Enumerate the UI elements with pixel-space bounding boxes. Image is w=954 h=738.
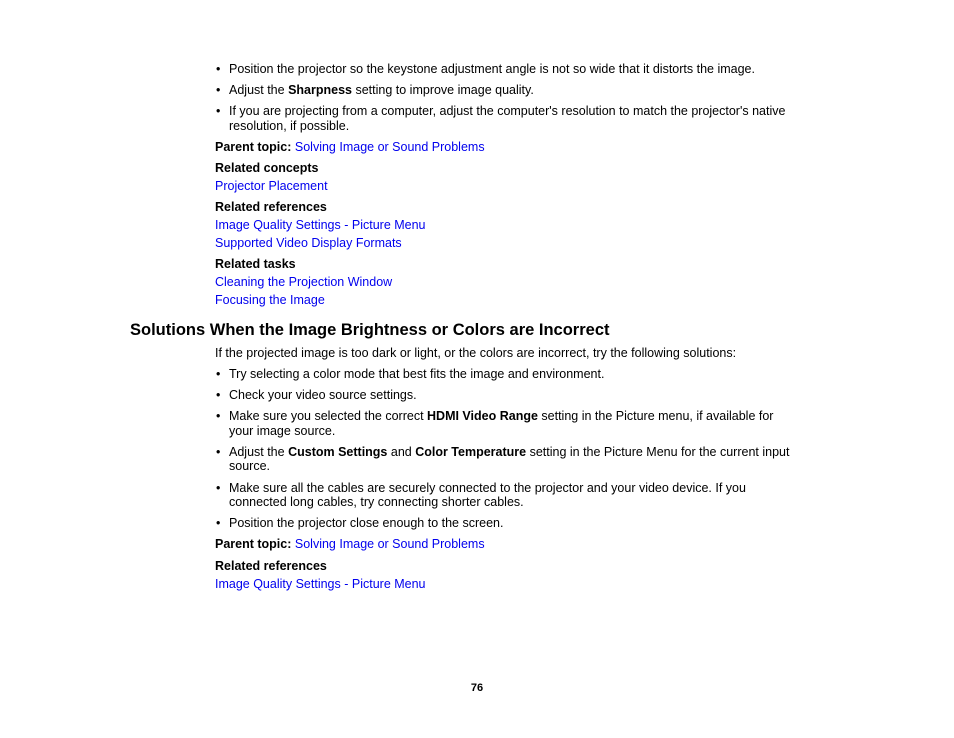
bullet-marker: • — [216, 388, 221, 402]
bold-term: Color Temperature — [415, 445, 527, 459]
bullet-text — [229, 445, 789, 460]
bullet-text-continued: source. — [229, 459, 270, 473]
parent-topic-link[interactable]: Solving Image or Sound Problems — [294, 140, 485, 154]
bold-term: Sharpness — [288, 83, 352, 97]
text-run: setting to improve image quality. — [352, 83, 534, 97]
text-run: Make sure all the cables are securely connected to the projector and your video device. If you — [229, 481, 746, 495]
related-task-link[interactable]: Cleaning the Projection Window — [215, 275, 393, 289]
text-run: Make sure you selected the correct — [229, 409, 428, 423]
bullet-text — [229, 367, 604, 382]
text-run: If you are projecting from a computer, adjust the computer's resolution to match the projector's native — [229, 104, 786, 118]
related-reference-link[interactable]: Image Quality Settings - Picture Menu — [215, 577, 426, 591]
bullet-text — [229, 388, 417, 403]
parent-topic-label: Parent topic: — [215, 537, 292, 551]
page-number: 76 — [470, 682, 484, 694]
bullet-text-continued: resolution, if possible. — [229, 119, 350, 133]
related-concept-link[interactable]: Projector Placement — [215, 179, 328, 193]
section-heading: Solutions When the Image Brightness or Colors are Incorrect — [130, 321, 610, 339]
text-run: Position the projector close enough to the screen. — [229, 516, 504, 530]
bullet-text — [229, 62, 755, 77]
bullet-marker: • — [216, 83, 221, 97]
related-reference-link[interactable]: Supported Video Display Formats — [215, 236, 402, 250]
text-run: setting in the Picture Menu for the current input — [526, 445, 790, 459]
bullet-marker: • — [216, 367, 221, 381]
related-references-heading: Related references — [215, 559, 327, 573]
bullet-marker: • — [216, 409, 221, 423]
text-run: Check your video source settings. — [229, 388, 417, 402]
text-run: Adjust the — [229, 445, 289, 459]
bold-term: Custom Settings — [288, 445, 388, 459]
related-concepts-heading: Related concepts — [215, 161, 319, 175]
bullet-text — [229, 104, 785, 119]
bullet-marker: • — [216, 516, 221, 530]
related-references-heading: Related references — [215, 200, 327, 214]
text-run: and — [387, 445, 416, 459]
related-tasks-heading: Related tasks — [215, 257, 296, 271]
text-run: setting in the Picture menu, if available for — [537, 409, 774, 423]
parent-topic-link[interactable]: Solving Image or Sound Problems — [294, 537, 485, 551]
parent-topic — [215, 140, 485, 155]
bullet-text — [229, 83, 534, 98]
text-run: Adjust the — [229, 83, 289, 97]
bullet-marker: • — [216, 445, 221, 459]
parent-topic — [215, 537, 485, 552]
bullet-text-continued: your image source. — [229, 424, 336, 438]
bullet-marker: • — [216, 104, 221, 118]
bullet-text — [229, 516, 503, 531]
bold-term: HDMI Video Range — [427, 409, 538, 423]
related-task-link[interactable]: Focusing the Image — [215, 293, 325, 307]
related-reference-link[interactable]: Image Quality Settings - Picture Menu — [215, 218, 426, 232]
bullet-text — [229, 409, 773, 424]
bullet-marker: • — [216, 62, 221, 76]
bullet-marker: • — [216, 481, 221, 495]
bullet-text-continued: connected long cables, try connecting shorter cables. — [229, 495, 524, 509]
section-intro: If the projected image is too dark or light, or the colors are incorrect, try the following solutions: — [215, 346, 737, 360]
parent-topic-label: Parent topic: — [215, 140, 292, 154]
text-run: Position the projector so the keystone adjustment angle is not so wide that it distorts the image. — [229, 62, 755, 76]
bullet-text — [229, 481, 746, 496]
text-run: Try selecting a color mode that best fits the image and environment. — [229, 367, 605, 381]
